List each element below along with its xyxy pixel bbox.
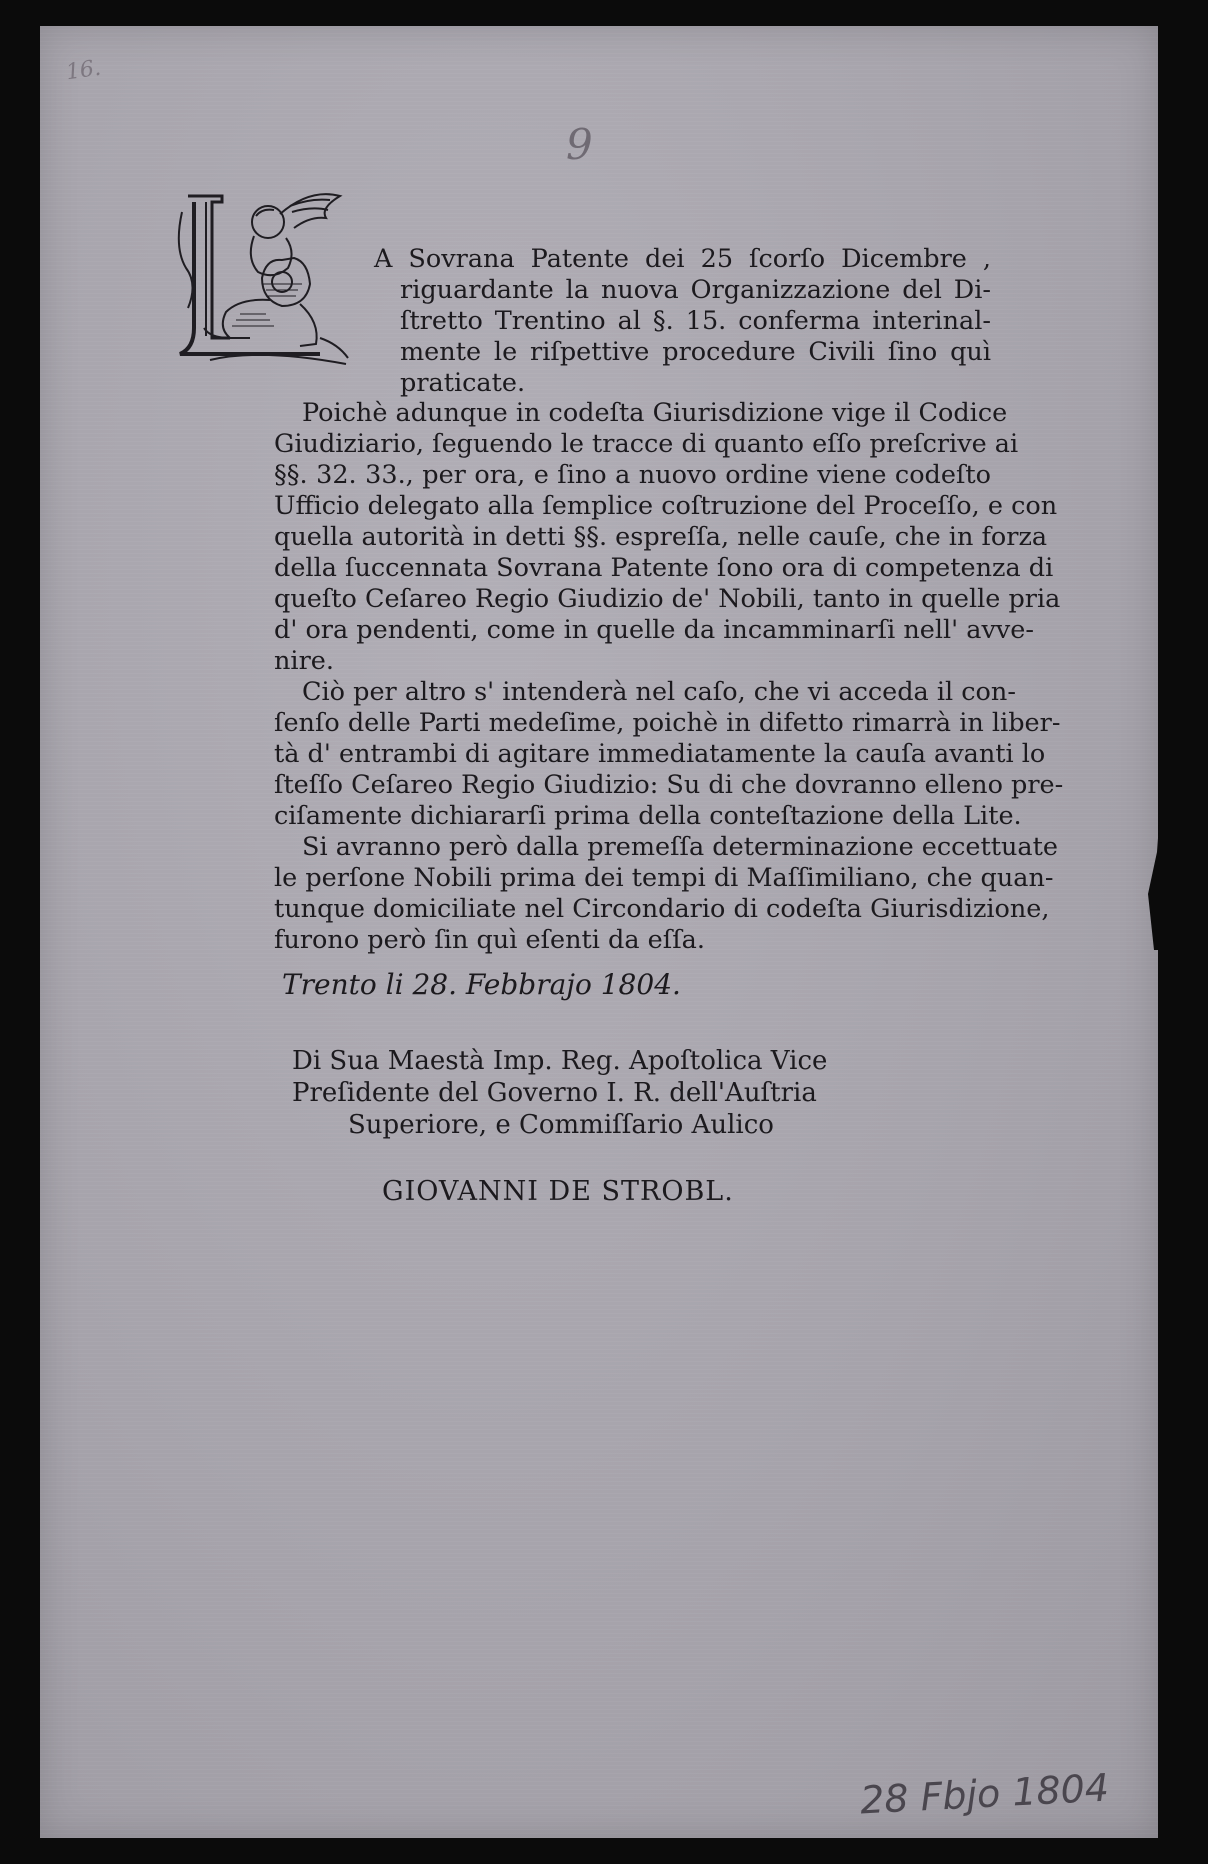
text-line: Ufficio delegato alla ſemplice coſtruzione del Proceſſo, e con [274,491,1058,521]
text-line: ſteſſo Ceſareo Regio Giudizio: Su di che dovranno elleno pre- [274,770,1064,800]
text-line: Si avranno però dalla premeſſa determinazione eccettuate [302,832,1058,862]
text-line: mente le riſpettive procedure Civili ſino quì [400,337,991,367]
text-line: nire. [274,646,334,676]
signature-title-line: Superiore, e Commiſſario Aulico [348,1110,774,1140]
text-line: ſtretto Trentino al §. 15. conferma interinal- [400,306,991,336]
text-line: furono però ſin quì eſenti da eſſa. [274,925,705,955]
archive-number: 16. [64,55,103,86]
handwritten-date-note: 28 Fbjo 1804 [859,1765,1110,1823]
folio-number: 9 [566,120,593,169]
text-line: tà d' entrambi di agitare immediatamente la cauſa avanti lo [274,739,1046,769]
text-line: queſto Ceſareo Regio Giudizio de' Nobili, tanto in quelle pria [274,584,1061,614]
signer-name: GIOVANNI DE STROBL. [382,1176,734,1207]
text-line: A Sovrana Patente dei 25 ſcorſo Dicembre , [374,244,991,274]
signature-title-line: Preſidente del Governo I. R. dell'Auſtria [292,1078,817,1108]
text-line: Ciò per altro s' intenderà nel caſo, che vi acceda il con- [302,677,1016,707]
text-line: quella autorità in detti §§. espreſſa, nelle cauſe, che in forza [274,522,1048,552]
text-line: §§. 32. 33., per ora, e ſino a nuovo ordine viene codeſto [274,460,991,490]
text-line: ciſamente dichiararſi prima della conteſtazione della Lite. [274,801,1022,831]
text-line: tunque domiciliate nel Circondario di codeſta Giurisdizione, [274,894,1050,924]
text-line: le perſone Nobili prima dei tempi di Maſſimiliano, che quan- [274,863,1054,893]
text-line: Giudiziario, ſeguendo le tracce di quanto eſſo preſcrive ai [274,429,1019,459]
text-line: Poichè adunque in codeſta Giurisdizione vige il Codice [302,398,1008,428]
text-line: praticate. [400,368,526,398]
signature-title-line: Di Sua Maestà Imp. Reg. Apoſtolica Vice [292,1046,828,1076]
text-line: della ſuccennata Sovrana Patente ſono ora di competenza di [274,553,1054,583]
text-line: ſenſo delle Parti medeſime, poichè in difetto rimarrà in liber- [274,708,1061,738]
text-line: riguardante la nuova Organizzazione del Di- [400,275,991,305]
decorated-initial-l-illustration [170,188,356,374]
text-line: d' ora pendenti, come in quelle da incamminarſi nell' avve- [274,615,1035,645]
date-line: Trento li 28. Febbrajo 1804. [282,968,681,1001]
